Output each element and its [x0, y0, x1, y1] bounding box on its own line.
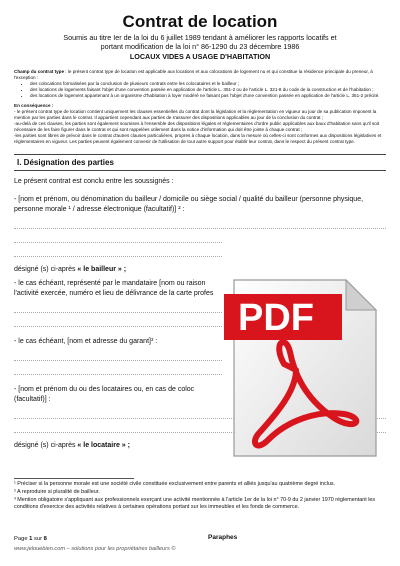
footnotes — [14, 478, 386, 512]
list-item: • des colocations formalisées par la conclusion de plusieurs contrats entre les colocataires et le bailleur ; — [30, 81, 386, 87]
pdf-label-text: PDF — [238, 297, 314, 339]
scope-block — [14, 69, 386, 145]
designated-bailleur: désigné (s) ci-après « le bailleur » ; — [14, 266, 127, 273]
pdf-page-fold — [346, 280, 376, 310]
scope-label: Champ du contrat type — [14, 69, 65, 74]
list-item: • des locations de logement appartenant à un organisme d'habitation à loyer modéré ne faisant pas l'objet d'une convention passée en application de l'article L. 351-2 précité. — [30, 93, 386, 99]
mandataire-field-line[interactable] — [14, 317, 222, 327]
lessor-field-line[interactable] — [14, 247, 222, 257]
consequence-title: En conséquence : — [14, 103, 54, 108]
consequence-paragraph: -au-delà de ces clauses, les parties sont également soumises à l'ensemble des dispositions légales et réglementaires d'ordre public applicables aux baux d'habitation sans qu'il soit nécessaire de les faire figurer dans le contrat et qui sont rappelées utilement dans la notice d'information qui doit être jointe à chaque contrat ; — [14, 121, 380, 132]
footnote-divider — [14, 478, 134, 479]
scope-list — [14, 81, 386, 99]
consequence-paragraph: -les parties sont libres de prévoir dans le contrat d'autres clauses particulières, propres à chaque location, dans la mesure où celles-ci sont conformes aux dispositions législatives et réglementaires en vigueur. Les parties peuvent également convenir de l'utilisation de tout autre support pour établir leur contrat, dans le respect du présent contrat type. — [14, 133, 382, 144]
garant-field-line[interactable] — [14, 365, 222, 375]
mandataire-field-line[interactable] — [14, 303, 222, 313]
paraphes-label: Paraphes — [208, 534, 238, 541]
lessor-field-line[interactable] — [14, 219, 386, 229]
document-title: Contrat de location — [122, 12, 278, 31]
document-type: LOCAUX VIDES A USAGE D'HABITATION — [129, 52, 271, 61]
footnote: ¹ Préciser si la personne morale est une société civile constituée exclusivement entre parents et alliés jusqu'au quatrième degré inclus. — [14, 481, 336, 487]
mandataire-field-label: - le cas échéant, représenté par le mandataire [nom ou raison l'activité exercée, numéro et lieu de délivrance de la carte profes — [14, 280, 214, 297]
designated-locataire: désigné (s) ci-après « le locataire » ; — [14, 442, 130, 449]
list-item: • des locations de logements faisant l'objet d'une convention passée en application de l'article L. 351-2 ou de l'article L. 321-8 du code de la construction et de l'habitation ; — [30, 87, 386, 93]
section-heading: I. Désignation des parties — [14, 154, 386, 171]
acrobat-pdf-icon — [224, 272, 384, 462]
garant-field-label: - le cas échéant, [nom et adresse du garant]³ : — [14, 338, 158, 345]
tenant-field-label: - [nom et prénom du ou des locataires ou, en cas de coloc (facultatif)] : — [14, 386, 195, 403]
footnote: ³ Mention obligatoire s'appliquant aux professionnels exerçant une activité mentionnée à l'article 1er de la loi n° 70-9 du 2 janvier 1970 réglementant les conditions d'exercice des activités relatives à certaines opérations portant sur les immeubles et les fonds de commerce. — [14, 497, 376, 510]
garant-field-line[interactable] — [14, 351, 222, 361]
lessor-field-line[interactable] — [14, 233, 222, 243]
lessor-field-label: - [nom et prénom, ou dénomination du bailleur / domicile ou siège social / qualité du bailleur (personne physique, personne morale ¹ / adresse électronique (facultatif)] ² : — [14, 196, 364, 213]
consequence-paragraph: - le présent contrat type de location contient uniquement les clauses essentielles du contrat dont la législation et la réglementation en vigueur au jour de sa publication imposent la mention par les parties dans le contrat. Il appartient cependant aux parties de s'assurer des dispositions applicables au jour de la conclusion du contrat ; — [14, 109, 377, 120]
footnote: ² A reproduire si pluralité de bailleur. — [14, 489, 100, 495]
footer-url[interactable]: www.jelouebien.com – solutions pour les propriétaires bailleurs © — [14, 546, 176, 552]
page-number: Page 1 sur 8 — [14, 536, 47, 542]
pdf-document-graphic — [224, 272, 384, 462]
parties-intro: Le présent contrat est conclu entre les soussignés : — [14, 178, 174, 185]
document-subtitle: Soumis au titre Ier de la loi du 6 juillet 1989 tendant à améliorer les rapports locatifs et portant modification de la loi n° 86-1290 du 23 décembre 1986 — [63, 33, 337, 51]
scope-intro: : le présent contrat type de location est applicable aux locations et aux colocations de logement nu et qui constitue la résidence principale du preneur, à l'exception : — [14, 69, 373, 80]
